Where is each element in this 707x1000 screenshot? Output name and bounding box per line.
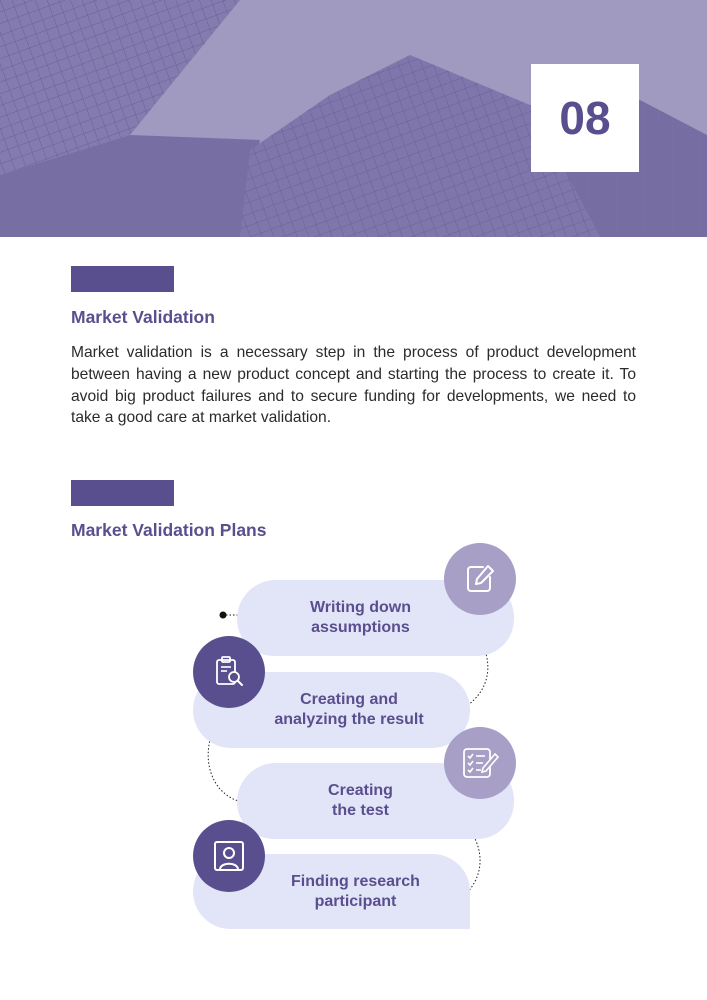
- section-title-plans: Market Validation Plans: [71, 520, 267, 540]
- checklist-icon-circle: [444, 727, 516, 799]
- connector-1-2: [468, 648, 488, 705]
- page-number: 08: [531, 64, 639, 172]
- step-label-line2: analyzing the result: [274, 711, 424, 728]
- user-portrait-icon: [212, 839, 246, 873]
- edit-icon-circle: [444, 543, 516, 615]
- step-label-line1: Writing down: [309, 599, 411, 616]
- step-label-line1: Finding research: [291, 872, 420, 890]
- clipboard-search-icon: [211, 654, 247, 690]
- validation-body-text: Market validation is a necessary step in the process of product development between having a new product concept and starting the process to create it. To avoid big product failures and to secure funding for developments, we need to take a good care at market validation.: [71, 344, 636, 427]
- section-title-validation: Market Validation: [71, 307, 215, 327]
- step-label-line1: Creating and: [300, 691, 398, 708]
- section-accent-bar: [71, 266, 174, 292]
- section-accent-bar: [71, 480, 174, 506]
- step-label-line2: assumptions: [311, 619, 410, 636]
- edit-icon: [463, 562, 497, 596]
- checklist-icon: [461, 746, 499, 780]
- start-dot: [220, 612, 227, 619]
- clipboard-search-icon-circle: [193, 636, 265, 708]
- step-label-line2: participant: [314, 892, 397, 910]
- step-label-line2: the test: [332, 802, 389, 819]
- user-portrait-icon-circle: [193, 820, 265, 892]
- step-label-line1: Creating: [328, 782, 393, 799]
